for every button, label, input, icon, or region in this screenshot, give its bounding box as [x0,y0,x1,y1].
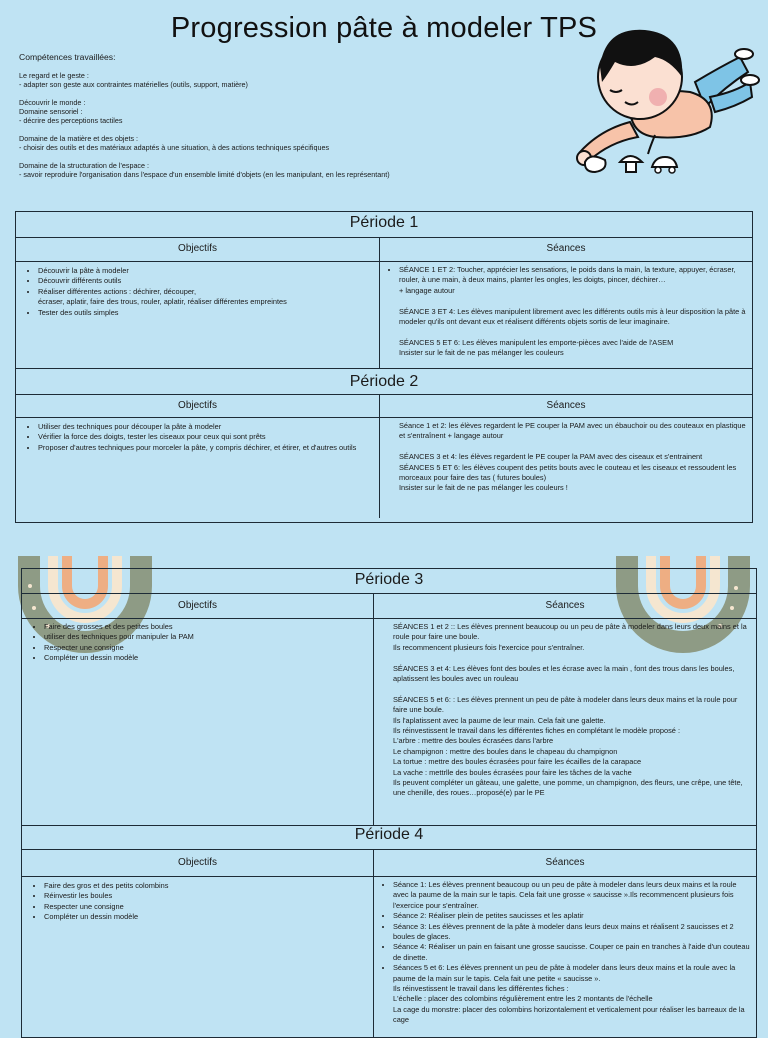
header-seances: Séances [546,243,586,254]
seances-cell [380,262,752,368]
list-item [393,684,753,694]
list-item: SÉANCE 3 ET 4: Les élèves manipulent librement avec les différents outils mis à leur disposition la pâte à modeler qu'ils ont devant eux et réalisent différents objets sortis de leur imaginaire. [399,306,746,327]
seances-cell [374,619,756,825]
list-item: Ils recommencent plusieurs fois l'exercice pour s'entraîner. [393,642,585,652]
competence-block [19,134,539,152]
competence-line: - adapter son geste aux contraintes matérielles (outils, support, matière) [19,80,248,89]
list-item: • Séance 2: Réaliser plein de petites saucisses et les aplatir [393,911,753,921]
list-item: • Compléter un dessin modèle [44,653,367,663]
list-item: SÉANCES 3 et 4: les élèves regardent le PE couper la PAM avec des ciseaux et s'entrainent [399,452,703,462]
list-item: • Proposer d'autres techniques pour morceler la pâte, y compris déchirer, et étirer, et d'autres outils [38,443,373,453]
competence-line: Le regard et le geste : [19,71,89,80]
list-item: écraser, aplatir, faire des trous, rouler, aplatir, réaliser différentes empreintes [38,297,287,307]
list-item [393,653,753,663]
list-item: Le champignon : mettre des boules dans le chapeau du champignon [393,746,618,756]
list-item: SÉANCES 1 et 2 :: Les élèves prennent beaucoup ou un peu de pâte à modeler dans leurs deux mains et la roule pour faire une boule. [393,622,747,642]
objectifs-cell [16,418,380,518]
competence-line: Domaine sensoriel : [19,107,83,116]
header-objectifs: Objectifs [16,395,380,417]
competence-line: Découvrir le monde : [19,98,86,107]
table-body-row [16,418,752,518]
list-item: Ils réinvestissent le travail dans les différentes fiches : [393,984,569,994]
list-item: • Respecter une consigne [44,643,367,653]
list-item: SÉANCES 3 et 4: Les élèves font des boules et les écrase avec la main , font des trous dans les boules, aplatissent les boules avec un rouleau [393,663,735,684]
list-item: • Séances 5 et 6: Les élèves prennent un peu de pâte à modeler dans leurs deux mains et la roule avec la paume de la main sur le tapis. Cela fait une petite « saucisse ». [393,963,753,984]
list-item: • Tester des outils simples [38,308,373,318]
header-objectifs: Objectifs [16,238,380,261]
competence-block [19,98,539,125]
list-item: Ils peuvent compléter un gâteau, une galette, une pomme, un champignon, des fleurs, une crêpe, une tête, une chenille, des roues…proposé(e) par le PE [393,778,743,798]
table-header-row [16,238,752,262]
header-objectifs: Objectifs [22,850,374,876]
competence-block [19,161,539,179]
list-item: Insister sur le fait de ne pas mélanger les couleurs ! [399,483,568,493]
list-item: SÉANCES 5 et 6: : Les élèves prennent un peu de pâte à modeler dans leurs deux mains et la roule pour faire une boule. [393,694,738,715]
table-body-row [22,619,756,826]
competence-line: Domaine de la structuration de l'espace : [19,161,150,170]
list-item: • Vérifier la force des doigts, tester les ciseaux pour ceux qui sont prêts [38,432,373,442]
list-item: SÉANCES 5 ET 6: les élèves coupent des petits bouts avec le couteau et les ciseaux et ressoudent les morceaux pour faire des tas ( futures boules) [399,462,737,483]
list-item: • Compléter un dessin modèle [44,912,367,922]
list-item: Insister sur le fait de ne pas mélanger les couleurs [399,348,564,358]
list-item: • Réaliser différentes actions : déchirer, découper, [38,287,373,297]
child-illustration [560,12,760,182]
list-item: • Séance 1: Les élèves prennent beaucoup ou un peu de pâte à modeler dans leurs deux mains et la roule avec la paume de la main sur le tapis. Cela fait une grosse « saucisse ».Ils recommencent plusieurs fois l'exercice pour s'entraîner. [393,880,753,911]
header-seances: Séances [545,600,585,611]
header-objectifs: Objectifs [22,594,374,618]
list-item: • Faire des grosses et des petites boules [44,622,367,632]
list-item: • Découvrir différents outils [38,276,373,286]
list-item: Ils l'aplatissent avec la paume de leur main. Cela fait une galette. [393,715,606,725]
competence-line: - choisir des outils et des matériaux adaptés à une situation, à des actions techniques spécifiques [19,143,330,152]
competences-heading: Compétences travaillées: [19,52,116,62]
list-item: La cage du monstre: placer des colombins horizontalement et verticalement pour réaliser les barreaux de la cage [393,1004,745,1025]
list-item: • Faire des gros et des petits colombins [44,881,367,891]
list-item [399,327,749,337]
list-item: • Découvrir la pâte à modeler [38,266,373,276]
list-item: • utiliser des techniques pour manipuler la PAM [44,632,367,642]
page-title: Progression pâte à modeler TPS [170,12,598,44]
objectifs-cell [16,262,380,368]
seances-cell [374,877,756,1037]
table-header-row [16,395,752,418]
list-item: • Séance 3: Les élèves prennent de la pâte à modeler dans leurs deux mains et réalisent 2 saucisses et 2 boules de glaces. [393,922,753,943]
list-item: Séance 1 et 2: les élèves regardent le PE couper la PAM avec un ébauchoir ou des couteaux en plastique et s'entraînent + langage autour [399,421,746,441]
objectifs-cell [22,877,374,1037]
table-body-row [22,877,756,1037]
periode-title: Période 3 [22,569,756,594]
table-periodes-3-4 [21,568,757,1038]
list-item: • Réinvestir les boules [44,891,367,901]
competence-line: Domaine de la matière et des objets : [19,134,139,143]
competence-line: - décrire des perceptions tactiles [19,116,123,125]
header-seances: Séances [545,857,585,868]
list-item: L'arbre : mettre des boules écrasées dans l'arbre [393,736,554,746]
list-item [399,296,749,306]
list-item: + langage autour [399,285,455,295]
list-item: La vache : mettrlle des boules écrasées pour faire les tâches de la vache [393,767,632,777]
competence-line: - savoir reproduire l'organisation dans l'espace d'un ensemble limité d'objets (en les manipulant, en les représentant) [19,170,390,179]
list-item: La tortue : mettre des boules écrasées pour faire les écailles de la carapace [393,757,642,767]
table-header-row [22,594,756,619]
table-periodes-1-2 [15,211,753,523]
list-item: • Utiliser des techniques pour découper la pâte à modeler [38,422,373,432]
table-header-row [22,850,756,877]
competence-block [19,71,539,89]
objectifs-cell [22,619,374,825]
list-item: Ils réinvestissent le travail dans les différentes fiches en complétant le modèle proposé : [393,726,681,736]
seances-cell [380,418,752,518]
header-seances: Séances [546,400,586,411]
periode-title: Période 1 [16,212,752,238]
list-item: • SÉANCE 1 ET 2: Toucher, apprécier les sensations, le poids dans la main, la texture, appuyer, écraser, rouler, à une main, à deux mains, planter les ongles, les doigts, pincer, déchirer… [399,265,749,286]
list-item: • Respecter une consigne [44,902,367,912]
competences-section [19,53,539,188]
list-item: SÉANCES 5 ET 6: Les élèves manipulent les emporte-pièces avec l'aide de l'ASEM [399,337,674,347]
periode-title: Période 4 [22,826,756,850]
periode-title: Période 2 [16,369,752,395]
list-item [399,442,749,452]
list-item: L'échelle : placer des colombins régulièrement entre les 2 montants de l'échelle [393,994,653,1004]
table-body-row [16,262,752,369]
list-item: • Séance 4: Réaliser un pain en faisant une grosse saucisse. Couper ce pain en tranches à l'aide d'un couteau de dinette. [393,942,753,963]
